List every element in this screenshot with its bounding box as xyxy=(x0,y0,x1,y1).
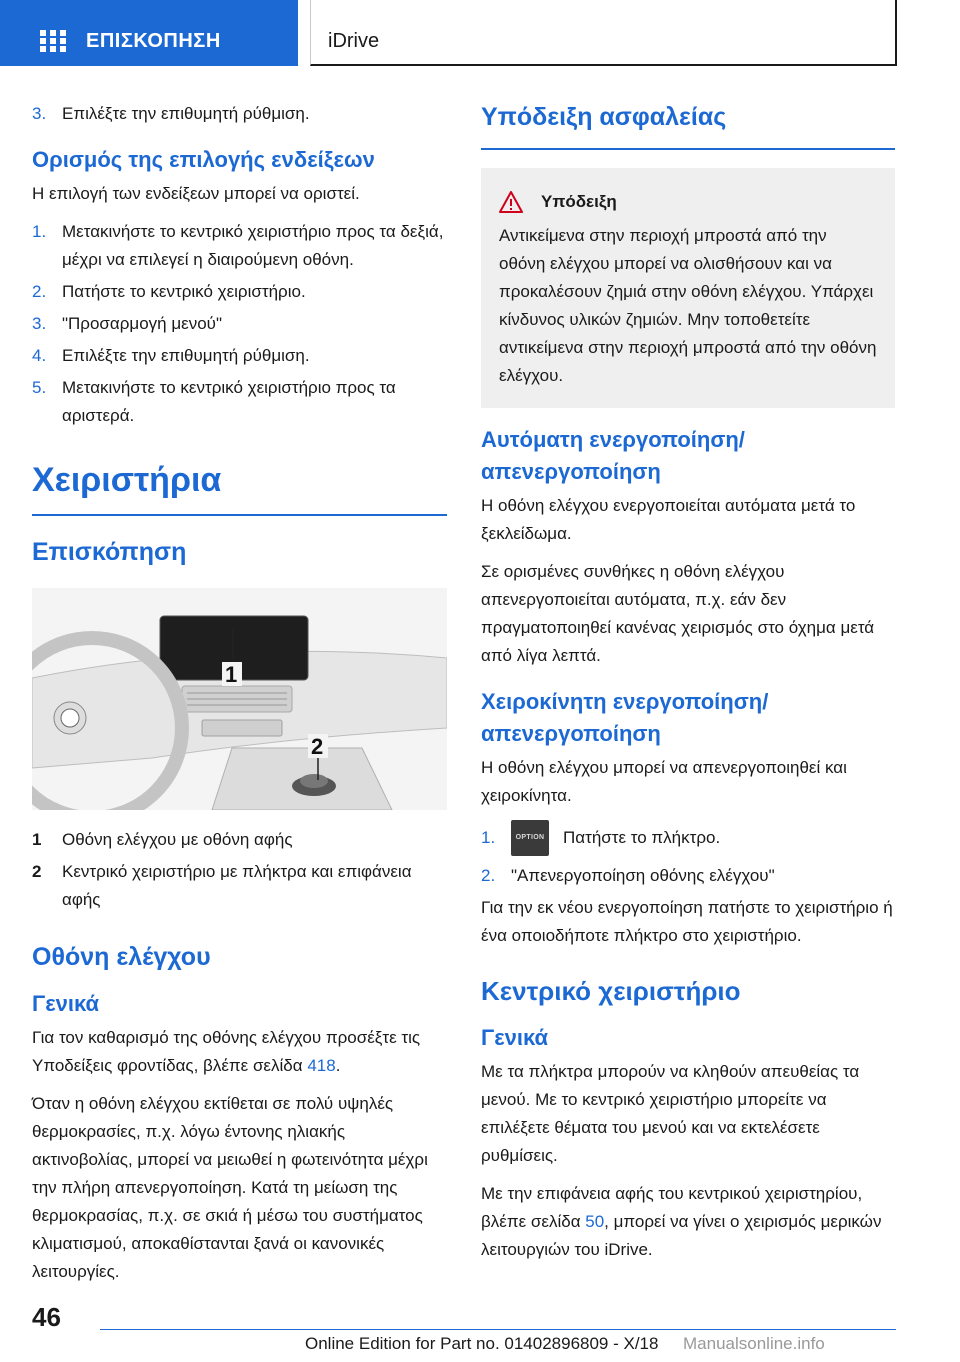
step-number: 1. xyxy=(481,828,496,847)
legend-item xyxy=(32,826,447,854)
step-text: Επιλέξτε την επιθυμητή ρύθμιση. xyxy=(62,104,310,123)
general-heading: Γενικά xyxy=(32,991,100,1016)
tab-overview[interactable] xyxy=(0,0,298,66)
auto-text-1: Η οθόνη ελέγχου ενεργοποιείται αυτόματα μετά το ξεκλείδωμα. xyxy=(481,496,856,543)
option-button-label: OPTION xyxy=(515,834,545,841)
legend-text: Οθόνη ελέγχου με οθόνη αφής xyxy=(62,830,293,849)
step-text: "Απενεργοποίηση οθόνης ελέγχου" xyxy=(511,866,775,885)
order-heading: Ορισμός της επιλογής ενδείξεων xyxy=(32,147,375,172)
list-item xyxy=(32,100,447,128)
step-number: 1. xyxy=(32,222,47,241)
step-number: 3. xyxy=(32,104,47,123)
order-text: Η επιλογή των ενδείξεων μπορεί να οριστεί. xyxy=(32,184,360,203)
cleaning-text xyxy=(32,1024,447,1080)
cleaning-text-post: . xyxy=(335,1056,341,1075)
chapter-title: Χειριστήρια xyxy=(32,460,447,516)
controller-text-2 xyxy=(481,1180,895,1264)
grid-icon xyxy=(40,30,66,52)
cockpit-illustration xyxy=(32,588,447,810)
step-number: 4. xyxy=(32,346,47,365)
manual-heading: Χειροκίνητη ενεργοποίηση/ απενεργοποίηση xyxy=(481,689,769,746)
step-text: Μετακινήστε το κεντρικό χειριστήριο προς τα αριστερά. xyxy=(62,378,396,425)
footer-divider xyxy=(100,1329,896,1330)
watermark: Manualsonline.info xyxy=(683,1334,825,1353)
page-link-50[interactable]: 50 xyxy=(585,1212,605,1231)
cleaning-text-pre: Για τον καθαρισμό της οθόνης ελέγχου προσέξτε τις Υποδείξεις φροντίδας, βλέπε σελίδα xyxy=(32,1028,421,1075)
list-item xyxy=(481,820,895,856)
page-link-418[interactable]: 418 xyxy=(307,1056,336,1075)
auto-heading: Αυτόματη ενεργοποίηση/ απενεργοποίηση xyxy=(481,427,745,484)
safety-heading: Υπόδειξη ασφαλείας xyxy=(481,100,895,150)
tab-idrive[interactable] xyxy=(310,0,897,66)
legend-number: 1 xyxy=(32,830,42,849)
auto-text-2: Σε ορισμένες συνθήκες η οθόνη ελέγχου απενεργοποιείται αυτόματα, π.χ. εάν δεν πραγματοποιηθεί κανένας χειρισμός στο όχημα μετά από λίγα λεπτά. xyxy=(481,562,875,665)
tab-idrive-label: iDrive xyxy=(328,30,380,52)
controller-text-2-post: , μπορεί να γίνει ο χειρισμός μερικών λειτουργιών του iDrive. xyxy=(481,1212,882,1259)
list-item xyxy=(32,218,447,274)
controller-text-2-pre: Με την επιφάνεια αφής του κεντρικού χειριστηρίου, βλέπε σελίδα xyxy=(481,1184,863,1231)
notice-box xyxy=(481,168,895,408)
option-button[interactable] xyxy=(511,820,549,856)
step-number: 2. xyxy=(481,866,496,885)
legend-item xyxy=(32,858,447,914)
step-text: Μετακινήστε το κεντρικό χειριστήριο προς τα δεξιά, μέχρι να επιλεγεί η διαιρούμενη οθόνη. xyxy=(62,222,444,269)
legend-number: 2 xyxy=(32,862,42,881)
controller-heading: Κεντρικό χειριστήριο xyxy=(481,976,741,1006)
figure-callout-1: 1 xyxy=(225,662,238,687)
step-number: 2. xyxy=(32,282,47,301)
right-column xyxy=(481,100,895,1274)
edition-text: Online Edition for Part no. 01402896809 - X/18 xyxy=(305,1334,659,1353)
step-text: Πατήστε το κεντρικό χειριστήριο. xyxy=(62,282,306,301)
figure-callout-2: 2 xyxy=(311,734,324,759)
step-text: Πατήστε το πλήκτρο. xyxy=(563,828,721,847)
list-item xyxy=(32,374,447,430)
reactivate-text: Για την εκ νέου ενεργοποίηση πατήστε το χειριστήριο ή ένα οποιοδήποτε πλήκτρο στο χειριστήριο. xyxy=(481,898,893,945)
controller-text-1: Με τα πλήκτρα μπορούν να κληθούν απευθείας τα μενού. Με το κεντρικό χειριστήριο μπορείτε να επιλέξετε θέματα του μενού και να εκτελέσετε ρυθμίσεις. xyxy=(481,1062,860,1165)
general-heading: Γενικά xyxy=(481,1025,549,1050)
top-navigation-bar xyxy=(0,0,960,66)
overview-heading: Επισκόπηση xyxy=(32,538,187,566)
page-number: 46 xyxy=(32,1302,61,1332)
manual-text: Η οθόνη ελέγχου μπορεί να απενεργοποιηθεί και χειροκίνητα. xyxy=(481,758,847,805)
list-item xyxy=(32,310,447,338)
tab-overview-label: ΕΠΙΣΚΟΠΗΣΗ xyxy=(86,30,221,52)
list-item xyxy=(32,278,447,306)
notice-title: Υπόδειξη xyxy=(541,192,617,211)
legend-text: Κεντρικό χειριστήριο με πλήκτρα και επιφάνεια αφής xyxy=(62,862,412,909)
step-text: Επιλέξτε την επιθυμητή ρύθμιση. xyxy=(62,346,310,365)
control-display-heading: Οθόνη ελέγχου xyxy=(32,943,211,971)
list-item xyxy=(481,862,895,890)
step-number: 3. xyxy=(32,314,47,333)
step-number: 5. xyxy=(32,378,47,397)
notice-text: Αντικείμενα στην περιοχή μπροστά από την οθόνη ελέγχου μπορεί να ολισθήσουν και να προκαλέσουν ζημιά στην οθόνη ελέγχου. Υπάρχει κίνδυνος υλικών ζημιών. Μην τοποθετείτε αντικείμενα στην περιοχή μπροστά από την οθόνη ελέγχου. xyxy=(499,226,877,385)
left-column xyxy=(32,100,447,1296)
notice-header xyxy=(499,188,877,216)
warning-icon xyxy=(499,191,523,213)
list-item xyxy=(32,342,447,370)
step-text: "Προσαρμογή μενού" xyxy=(62,314,223,333)
heat-text: Όταν η οθόνη ελέγχου εκτίθεται σε πολύ υψηλές θερμοκρασίες, π.χ. λόγω έντονης ηλιακής ακτινοβολίας, μπορεί να μειωθεί η φωτεινότητα μέχρι την πλήρη απενεργοποίηση. Κατά τη μείωση της θερμοκρασίας, π.χ. σε σκιά ή μέσω του συστήματος κλιματισμού, αποκαθίστανται ξανά οι κανονικές λειτουργίες. xyxy=(32,1094,428,1281)
